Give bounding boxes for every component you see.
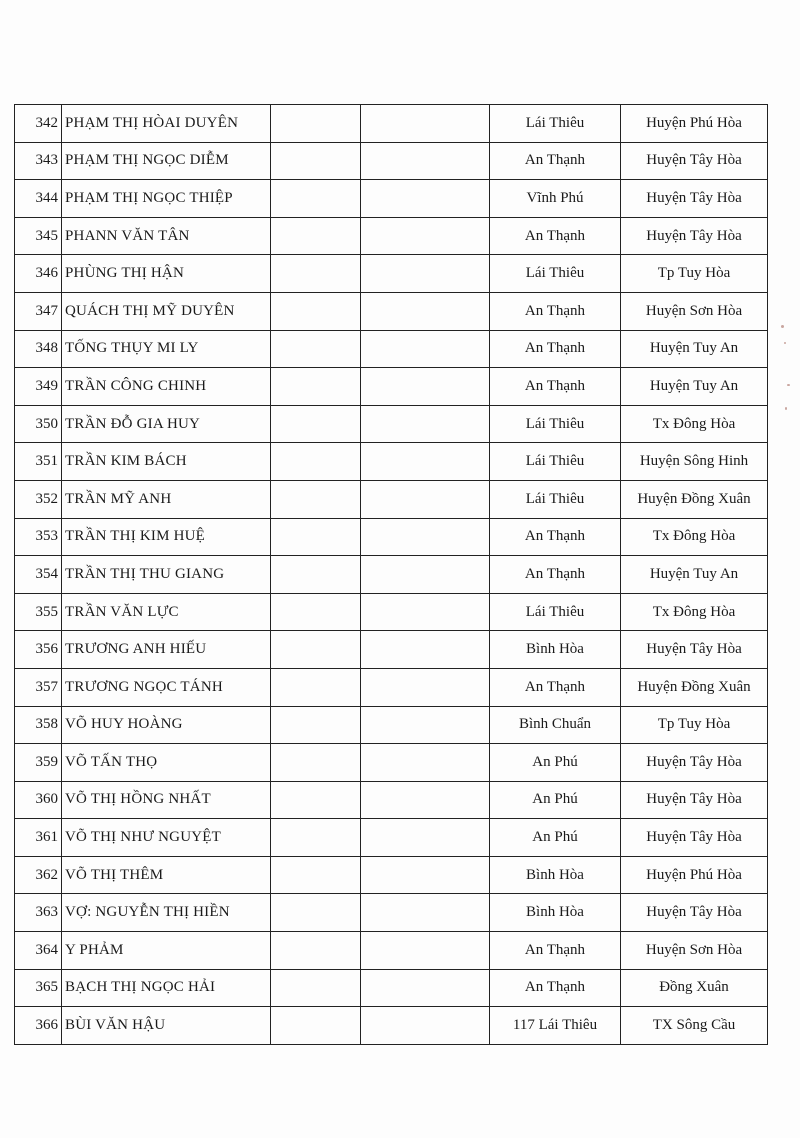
blank-cell-1 [271, 932, 361, 970]
ward-cell: Lái Thiêu [490, 443, 621, 481]
row-number-cell: 345 [15, 217, 62, 255]
row-number-cell: 354 [15, 556, 62, 594]
full-name-cell: TRẦN ĐỖ GIA HUY [62, 405, 271, 443]
blank-cell-2 [361, 593, 490, 631]
table-row [15, 217, 768, 255]
row-number-cell: 363 [15, 894, 62, 932]
blank-cell-1 [271, 142, 361, 180]
table-row [15, 969, 768, 1007]
table-row [15, 443, 768, 481]
district-cell: Huyện Tây Hòa [621, 894, 768, 932]
ward-cell: An Thạnh [490, 217, 621, 255]
district-cell: Huyện Tây Hòa [621, 781, 768, 819]
full-name-cell: TRẦN KIM BÁCH [62, 443, 271, 481]
ward-cell: Lái Thiêu [490, 593, 621, 631]
row-number-cell: 356 [15, 631, 62, 669]
full-name-cell: VÕ HUY HOÀNG [62, 706, 271, 744]
table-row [15, 180, 768, 218]
blank-cell-2 [361, 142, 490, 180]
full-name-cell: VỢ: NGUYỄN THỊ HIỀN [62, 894, 271, 932]
full-name-cell: TRƯƠNG NGỌC TÁNH [62, 668, 271, 706]
full-name-cell: TRẦN VĂN LỰC [62, 593, 271, 631]
table-row [15, 706, 768, 744]
blank-cell-1 [271, 969, 361, 1007]
blank-cell-2 [361, 668, 490, 706]
district-cell: Tx Đông Hòa [621, 593, 768, 631]
district-cell: Huyện Tuy An [621, 330, 768, 368]
blank-cell-2 [361, 518, 490, 556]
blank-cell-2 [361, 217, 490, 255]
blank-cell-1 [271, 405, 361, 443]
roster-table [14, 104, 768, 1045]
row-number-cell: 362 [15, 856, 62, 894]
ward-cell: An Thạnh [490, 969, 621, 1007]
blank-cell-1 [271, 744, 361, 782]
blank-cell-1 [271, 631, 361, 669]
district-cell: Huyện Đồng Xuân [621, 668, 768, 706]
ward-cell: An Thạnh [490, 518, 621, 556]
ward-cell: An Phú [490, 781, 621, 819]
full-name-cell: BẠCH THỊ NGỌC HẢI [62, 969, 271, 1007]
ward-cell: An Thạnh [490, 668, 621, 706]
district-cell: Tx Đông Hòa [621, 518, 768, 556]
scan-speck [784, 342, 786, 344]
district-cell: Tp Tuy Hòa [621, 706, 768, 744]
table-row [15, 255, 768, 293]
row-number-cell: 358 [15, 706, 62, 744]
ward-cell: Lái Thiêu [490, 480, 621, 518]
blank-cell-1 [271, 668, 361, 706]
blank-cell-2 [361, 480, 490, 518]
blank-cell-2 [361, 368, 490, 406]
blank-cell-2 [361, 255, 490, 293]
ward-cell: Bình Hòa [490, 856, 621, 894]
ward-cell: Vĩnh Phú [490, 180, 621, 218]
blank-cell-1 [271, 255, 361, 293]
district-cell: Huyện Phú Hòa [621, 105, 768, 143]
table-row [15, 932, 768, 970]
full-name-cell: TRƯƠNG ANH HIẾU [62, 631, 271, 669]
table-row [15, 556, 768, 594]
row-number-cell: 365 [15, 969, 62, 1007]
blank-cell-2 [361, 969, 490, 1007]
full-name-cell: VÕ TẤN THỌ [62, 744, 271, 782]
blank-cell-1 [271, 894, 361, 932]
full-name-cell: BÙI VĂN HẬU [62, 1007, 271, 1045]
row-number-cell: 348 [15, 330, 62, 368]
ward-cell: An Phú [490, 819, 621, 857]
district-cell: Huyện Tây Hòa [621, 631, 768, 669]
row-number-cell: 352 [15, 480, 62, 518]
row-number-cell: 350 [15, 405, 62, 443]
district-cell: Huyện Tuy An [621, 556, 768, 594]
district-cell: TX Sông Cầu [621, 1007, 768, 1045]
row-number-cell: 343 [15, 142, 62, 180]
district-cell: Huyện Đồng Xuân [621, 480, 768, 518]
full-name-cell: TRẦN CÔNG CHINH [62, 368, 271, 406]
ward-cell: An Thạnh [490, 330, 621, 368]
scan-speck [781, 325, 784, 328]
ward-cell: Lái Thiêu [490, 255, 621, 293]
table-row [15, 405, 768, 443]
ward-cell: Lái Thiêu [490, 105, 621, 143]
table-row [15, 894, 768, 932]
blank-cell-2 [361, 631, 490, 669]
row-number-cell: 360 [15, 781, 62, 819]
district-cell: Đồng Xuân [621, 969, 768, 1007]
blank-cell-1 [271, 105, 361, 143]
row-number-cell: 344 [15, 180, 62, 218]
district-cell: Huyện Sông Hinh [621, 443, 768, 481]
blank-cell-1 [271, 180, 361, 218]
blank-cell-1 [271, 480, 361, 518]
district-cell: Huyện Tây Hòa [621, 180, 768, 218]
blank-cell-1 [271, 443, 361, 481]
ward-cell: An Thạnh [490, 932, 621, 970]
table-row [15, 292, 768, 330]
table-row [15, 368, 768, 406]
full-name-cell: TRẦN THỊ THU GIANG [62, 556, 271, 594]
full-name-cell: QUÁCH THỊ MỸ DUYÊN [62, 292, 271, 330]
blank-cell-2 [361, 292, 490, 330]
blank-cell-2 [361, 744, 490, 782]
row-number-cell: 364 [15, 932, 62, 970]
blank-cell-2 [361, 706, 490, 744]
blank-cell-1 [271, 706, 361, 744]
district-cell: Huyện Tây Hòa [621, 744, 768, 782]
blank-cell-2 [361, 443, 490, 481]
table-row [15, 631, 768, 669]
full-name-cell: PHẠM THỊ NGỌC THIỆP [62, 180, 271, 218]
ward-cell: Bình Hòa [490, 631, 621, 669]
full-name-cell: PHÙNG THỊ HẬN [62, 255, 271, 293]
blank-cell-2 [361, 1007, 490, 1045]
roster-table-body [15, 105, 768, 1045]
blank-cell-2 [361, 405, 490, 443]
row-number-cell: 366 [15, 1007, 62, 1045]
full-name-cell: PHẠM THỊ HÒAI DUYÊN [62, 105, 271, 143]
blank-cell-2 [361, 932, 490, 970]
row-number-cell: 347 [15, 292, 62, 330]
scan-speck [787, 384, 790, 386]
full-name-cell: PHANN VĂN TÂN [62, 217, 271, 255]
table-row [15, 668, 768, 706]
row-number-cell: 346 [15, 255, 62, 293]
blank-cell-1 [271, 781, 361, 819]
blank-cell-1 [271, 217, 361, 255]
full-name-cell: TỐNG THỤY MI LY [62, 330, 271, 368]
row-number-cell: 355 [15, 593, 62, 631]
row-number-cell: 351 [15, 443, 62, 481]
full-name-cell: TRẦN MỸ ANH [62, 480, 271, 518]
scan-speck [785, 407, 787, 410]
table-row [15, 142, 768, 180]
row-number-cell: 342 [15, 105, 62, 143]
full-name-cell: VÕ THỊ THÊM [62, 856, 271, 894]
full-name-cell: PHẠM THỊ NGỌC DIỄM [62, 142, 271, 180]
blank-cell-1 [271, 292, 361, 330]
blank-cell-1 [271, 593, 361, 631]
table-row [15, 744, 768, 782]
ward-cell: An Thạnh [490, 556, 621, 594]
full-name-cell: Y PHẢM [62, 932, 271, 970]
table-row [15, 1007, 768, 1045]
blank-cell-2 [361, 856, 490, 894]
district-cell: Huyện Phú Hòa [621, 856, 768, 894]
ward-cell: Bình Hòa [490, 894, 621, 932]
blank-cell-1 [271, 556, 361, 594]
ward-cell: Lái Thiêu [490, 405, 621, 443]
district-cell: Tx Đông Hòa [621, 405, 768, 443]
table-row [15, 518, 768, 556]
row-number-cell: 349 [15, 368, 62, 406]
district-cell: Huyện Tây Hòa [621, 819, 768, 857]
blank-cell-1 [271, 518, 361, 556]
district-cell: Tp Tuy Hòa [621, 255, 768, 293]
full-name-cell: VÕ THỊ NHƯ NGUYỆT [62, 819, 271, 857]
table-row [15, 593, 768, 631]
ward-cell: An Thạnh [490, 368, 621, 406]
row-number-cell: 361 [15, 819, 62, 857]
table-row [15, 480, 768, 518]
blank-cell-2 [361, 556, 490, 594]
blank-cell-2 [361, 819, 490, 857]
table-row [15, 781, 768, 819]
blank-cell-1 [271, 856, 361, 894]
full-name-cell: TRẦN THỊ KIM HUỆ [62, 518, 271, 556]
district-cell: Huyện Tây Hòa [621, 142, 768, 180]
ward-cell: An Phú [490, 744, 621, 782]
ward-cell: An Thạnh [490, 292, 621, 330]
blank-cell-2 [361, 330, 490, 368]
ward-cell: Bình Chuẩn [490, 706, 621, 744]
row-number-cell: 353 [15, 518, 62, 556]
district-cell: Huyện Tây Hòa [621, 217, 768, 255]
district-cell: Huyện Sơn Hòa [621, 292, 768, 330]
table-row [15, 330, 768, 368]
table-row [15, 819, 768, 857]
blank-cell-2 [361, 105, 490, 143]
blank-cell-1 [271, 368, 361, 406]
blank-cell-1 [271, 819, 361, 857]
blank-cell-2 [361, 781, 490, 819]
table-row [15, 856, 768, 894]
ward-cell: An Thạnh [490, 142, 621, 180]
blank-cell-1 [271, 330, 361, 368]
district-cell: Huyện Sơn Hòa [621, 932, 768, 970]
blank-cell-1 [271, 1007, 361, 1045]
full-name-cell: VÕ THỊ HỒNG NHẤT [62, 781, 271, 819]
row-number-cell: 359 [15, 744, 62, 782]
blank-cell-2 [361, 180, 490, 218]
blank-cell-2 [361, 894, 490, 932]
row-number-cell: 357 [15, 668, 62, 706]
ward-cell: 117 Lái Thiêu [490, 1007, 621, 1045]
table-row [15, 105, 768, 143]
district-cell: Huyện Tuy An [621, 368, 768, 406]
